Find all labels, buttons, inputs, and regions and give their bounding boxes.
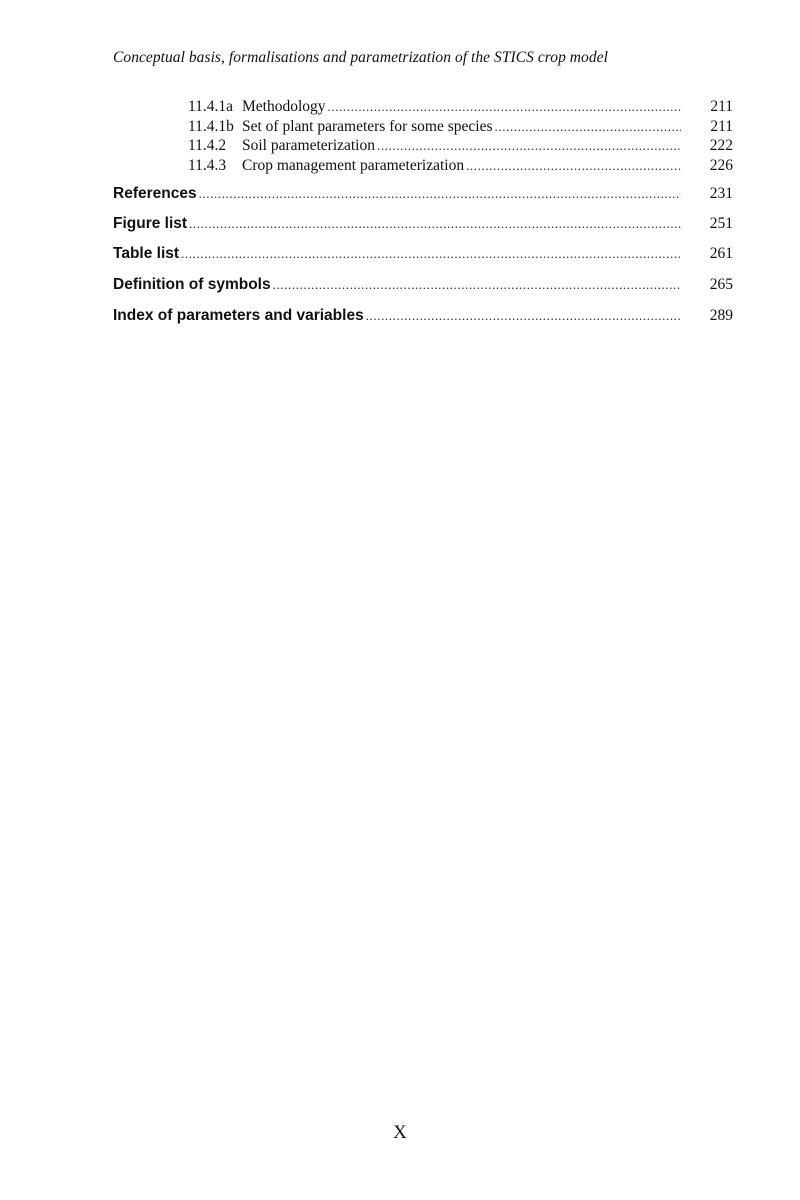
- toc-entry-title: Soil parameterization: [242, 137, 375, 154]
- toc-entry-title: Set of plant parameters for some species: [242, 118, 493, 135]
- toc-page-number: 261: [709, 245, 733, 262]
- toc-entry-title: References: [113, 185, 197, 202]
- toc-entry-number: 11.4.1a: [188, 98, 234, 115]
- toc-entry-title: Crop management parameterization: [242, 157, 465, 174]
- toc-entry-title: Figure list: [113, 215, 188, 232]
- toc-page-number: 222: [709, 137, 733, 154]
- toc-entry-title: Definition of symbols: [113, 276, 271, 293]
- toc-subentry: [188, 136, 733, 156]
- dot-leader: [197, 183, 681, 205]
- dot-leader: [364, 305, 681, 327]
- folio-page-number: X: [393, 1122, 407, 1143]
- toc-page-number: 226: [709, 157, 733, 174]
- toc-entry-number: 11.4.2: [188, 137, 227, 154]
- dot-leader: [187, 213, 681, 235]
- dot-leader: [493, 117, 682, 137]
- dot-leader: [179, 243, 681, 265]
- toc-entry-number: 11.4.3: [188, 157, 227, 174]
- dot-leader: [271, 274, 681, 296]
- toc-entry-title: Table list: [113, 245, 180, 262]
- toc-page-number: 265: [709, 276, 733, 293]
- toc-page-number: 231: [709, 185, 733, 202]
- toc-page-number: 289: [709, 307, 733, 324]
- toc-main-entry: [113, 243, 733, 265]
- dot-leader: [326, 97, 681, 117]
- toc-page-number: 251: [709, 215, 733, 232]
- toc-entry-number: 11.4.1b: [188, 118, 234, 135]
- toc-main-entry: [113, 305, 733, 327]
- toc-main-entry: [113, 213, 733, 235]
- toc-entry-title: Index of parameters and variables: [113, 307, 364, 324]
- toc-subentry: [188, 156, 733, 176]
- running-head: Conceptual basis, formalisations and parametrization of the STICS crop model: [113, 49, 608, 66]
- toc-subentry: [188, 117, 733, 137]
- toc-subentry: [188, 97, 733, 117]
- toc-main-entry: [113, 274, 733, 296]
- toc-page-number: 211: [710, 98, 733, 115]
- dot-leader: [375, 136, 681, 156]
- toc-entry-title: Methodology: [242, 98, 326, 115]
- toc-page-number: 211: [710, 118, 733, 135]
- toc-main-entry: [113, 183, 733, 205]
- dot-leader: [464, 156, 681, 176]
